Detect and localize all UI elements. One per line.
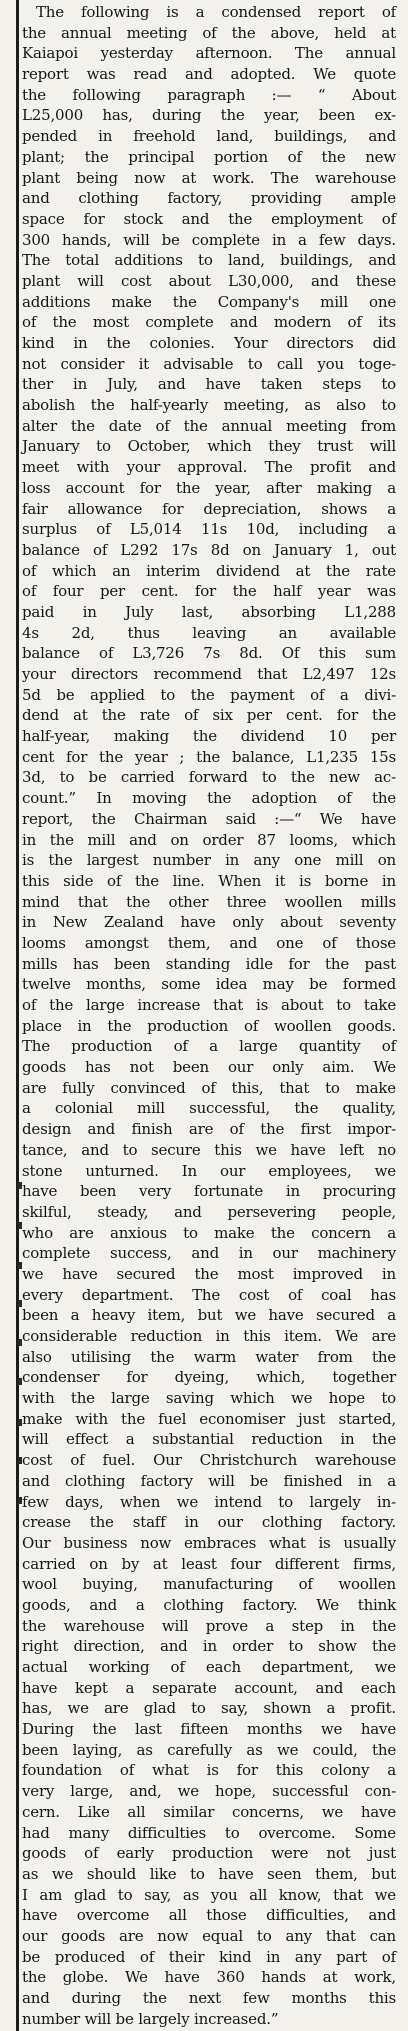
article-line: ther in July, and have taken steps to (22, 375, 396, 394)
article-line: The total additions to land, buildings, and (22, 251, 396, 270)
article-line: plant will cost about L30,000, and these (22, 271, 396, 290)
article-line: every department. The cost of coal has (22, 1285, 396, 1304)
article-line: complete success, and in our machinery (22, 1244, 396, 1263)
article-line: cern. Like all similar concerns, we have (22, 1802, 396, 1821)
article-line: the annual meeting of the above, held at (22, 23, 396, 42)
article-line: The production of a large quantity of (22, 1037, 396, 1056)
article-line: balance of L3,726 7s 8d. Of this sum (22, 644, 396, 663)
article-line: kind in the colonies. Your directors did (22, 334, 396, 352)
article-line: not consider it advisable to call you toge- (22, 354, 396, 373)
article-line: 5d be applied to the payment of a divi- (22, 685, 396, 704)
article-line: carried on by at least four different firms, (22, 1554, 396, 1573)
article-line: wool buying, manufacturing of woollen (22, 1575, 396, 1594)
article-line: and during the next few months this (22, 1989, 396, 2007)
article-line: report, the Chairman said :—“ We have (22, 809, 396, 828)
article-line: January to October, which they trust will (22, 437, 396, 456)
article-line: your directors recommend that L2,497 12s (22, 665, 396, 683)
article-line: considerable reduction in this item. We are (22, 1327, 396, 1345)
article-line: alter the date of the annual meeting from (22, 416, 396, 435)
article-line: tance, and to secure this we have left no (22, 1140, 396, 1159)
article-line: place in the production of woollen goods. (22, 1016, 396, 1035)
article-line: loss account for the year, after making a (22, 478, 396, 497)
article-line: additions make the Company's mill one (22, 292, 396, 311)
article-line: we have secured the most improved in (22, 1264, 396, 1283)
article-line: meet with your approval. The profit and (22, 458, 396, 477)
article-line: be produced of their kind in any part of (22, 1947, 396, 1966)
article-line: Kaiapoi yesterday afternoon. The annual (22, 44, 396, 63)
article-line: cost of fuel. Our Christchurch warehouse (22, 1451, 396, 1470)
article-line: actual working of each department, we (22, 1658, 396, 1676)
article-line: During the last fifteen months we have (22, 1720, 396, 1739)
article-line: are fully convinced of this, that to make (22, 1078, 396, 1097)
article-line: and clothing factory, providing ample (22, 189, 396, 208)
article-line: right direction, and in order to show the (22, 1637, 396, 1656)
article-line: in the mill and on order 87 looms, which (22, 830, 396, 849)
article-line: goods, and a clothing factory. We think (22, 1595, 396, 1614)
article-body (22, 2, 396, 2029)
article-line: have overcome all those difficulties, and (22, 1906, 396, 1925)
article-line: half-year, making the dividend 10 per (22, 727, 396, 746)
article-line: have kept a separate account, and each (22, 1678, 396, 1697)
article-line: design and finish are of the first impor- (22, 1120, 396, 1139)
article-line: Our business now embraces what is usually (22, 1533, 396, 1552)
article-line: fair allowance for depreciation, shows a (22, 499, 396, 518)
article-line: looms amongst them, and one of those (22, 933, 396, 952)
article-line: L25,000 has, during the year, been ex- (22, 106, 396, 125)
article-line: 300 hands, will be complete in a few days. (22, 230, 396, 249)
article-line: count.” In moving the adoption of the (22, 789, 396, 808)
article-line: abolish the half-yearly meeting, as also to (22, 396, 396, 415)
newspaper-column (16, 0, 400, 2031)
article-line: as we should like to have seen them, but (22, 1864, 396, 1883)
article-line: of the most complete and modern of its (22, 313, 396, 332)
article-line: crease the staff in our clothing factory. (22, 1513, 396, 1532)
article-line: with the large saving which we hope to (22, 1389, 396, 1408)
article-line: the following paragraph :— “ About (22, 85, 396, 104)
article-line: 3d, to be carried forward to the new ac- (22, 768, 396, 787)
article-line: skilful, steady, and persevering people, (22, 1202, 396, 1221)
article-line: paid in July last, absorbing L1,288 (22, 602, 396, 621)
article-line: number will be largely increased.” (22, 2009, 279, 2028)
article-line: had many difficulties to overcome. Some (22, 1823, 396, 1842)
article-line: of four per cent. for the half year was (22, 582, 396, 601)
article-line: very large, and, we hope, successful con- (22, 1782, 396, 1801)
article-line: mind that the other three woollen mills (22, 892, 396, 911)
article-line: this side of the line. When it is borne in (22, 871, 396, 890)
article-line: in New Zealand have only about seventy (22, 913, 396, 932)
article-line: and clothing factory will be finished in a (22, 1471, 396, 1490)
article-line: a colonial mill successful, the quality, (22, 1099, 396, 1118)
article-line: the warehouse will prove a step in the (22, 1616, 396, 1635)
article-line: 4s 2d, thus leaving an available (22, 623, 396, 642)
article-line: goods has not been our only aim. We (22, 1058, 396, 1077)
article-line: dend at the rate of six per cent. for the (22, 706, 396, 725)
article-line: stone unturned. In our employees, we (22, 1161, 396, 1180)
article-line: goods of early production were not just (22, 1844, 396, 1863)
article-line: foundation of what is for this colony a (22, 1761, 396, 1780)
article-line: condenser for dyeing, which, together (22, 1368, 396, 1387)
article-line: twelve months, some idea may be formed (22, 975, 396, 994)
article-line: have been very fortunate in procuring (22, 1182, 396, 1201)
article-line: I am glad to say, as you all know, that we (22, 1885, 396, 1904)
article-line: few days, when we intend to largely in- (22, 1492, 396, 1511)
article-line: of which an interim dividend at the rate (22, 561, 396, 580)
article-line: space for stock and the employment of (22, 209, 396, 228)
article-line: plant; the principal portion of the new (22, 147, 396, 166)
article-line: pended in freehold land, buildings, and (22, 127, 396, 146)
article-line: has, we are glad to say, shown a profit. (22, 1699, 396, 1718)
article-line: also utilising the warm water from the (22, 1347, 396, 1366)
article-line: mills has been standing idle for the past (22, 954, 396, 973)
article-line: our goods are now equal to any that can (22, 1926, 396, 1945)
article-line: plant being now at work. The warehouse (22, 168, 396, 187)
article-line: who are anxious to make the concern a (22, 1223, 396, 1242)
article-line: The following is a condensed report of (36, 3, 396, 21)
article-line: report was read and adopted. We quote (22, 65, 396, 84)
article-line: been laying, as carefully as we could, the (22, 1740, 396, 1759)
article-line: of the large increase that is about to take (22, 996, 396, 1014)
article-line: will effect a substantial reduction in the (22, 1430, 396, 1449)
article-line: cent for the year ; the balance, L1,235 15s (22, 747, 396, 766)
article-line: balance of L292 17s 8d on January 1, out (22, 540, 396, 559)
article-line: been a heavy item, but we have secured a (22, 1306, 396, 1325)
article-line: surplus of L5,014 11s 10d, including a (22, 520, 396, 539)
article-line: is the largest number in any one mill on (22, 851, 396, 870)
article-line: the globe. We have 360 hands at work, (22, 1968, 396, 1987)
article-line: make with the fuel economiser just started, (22, 1409, 396, 1428)
